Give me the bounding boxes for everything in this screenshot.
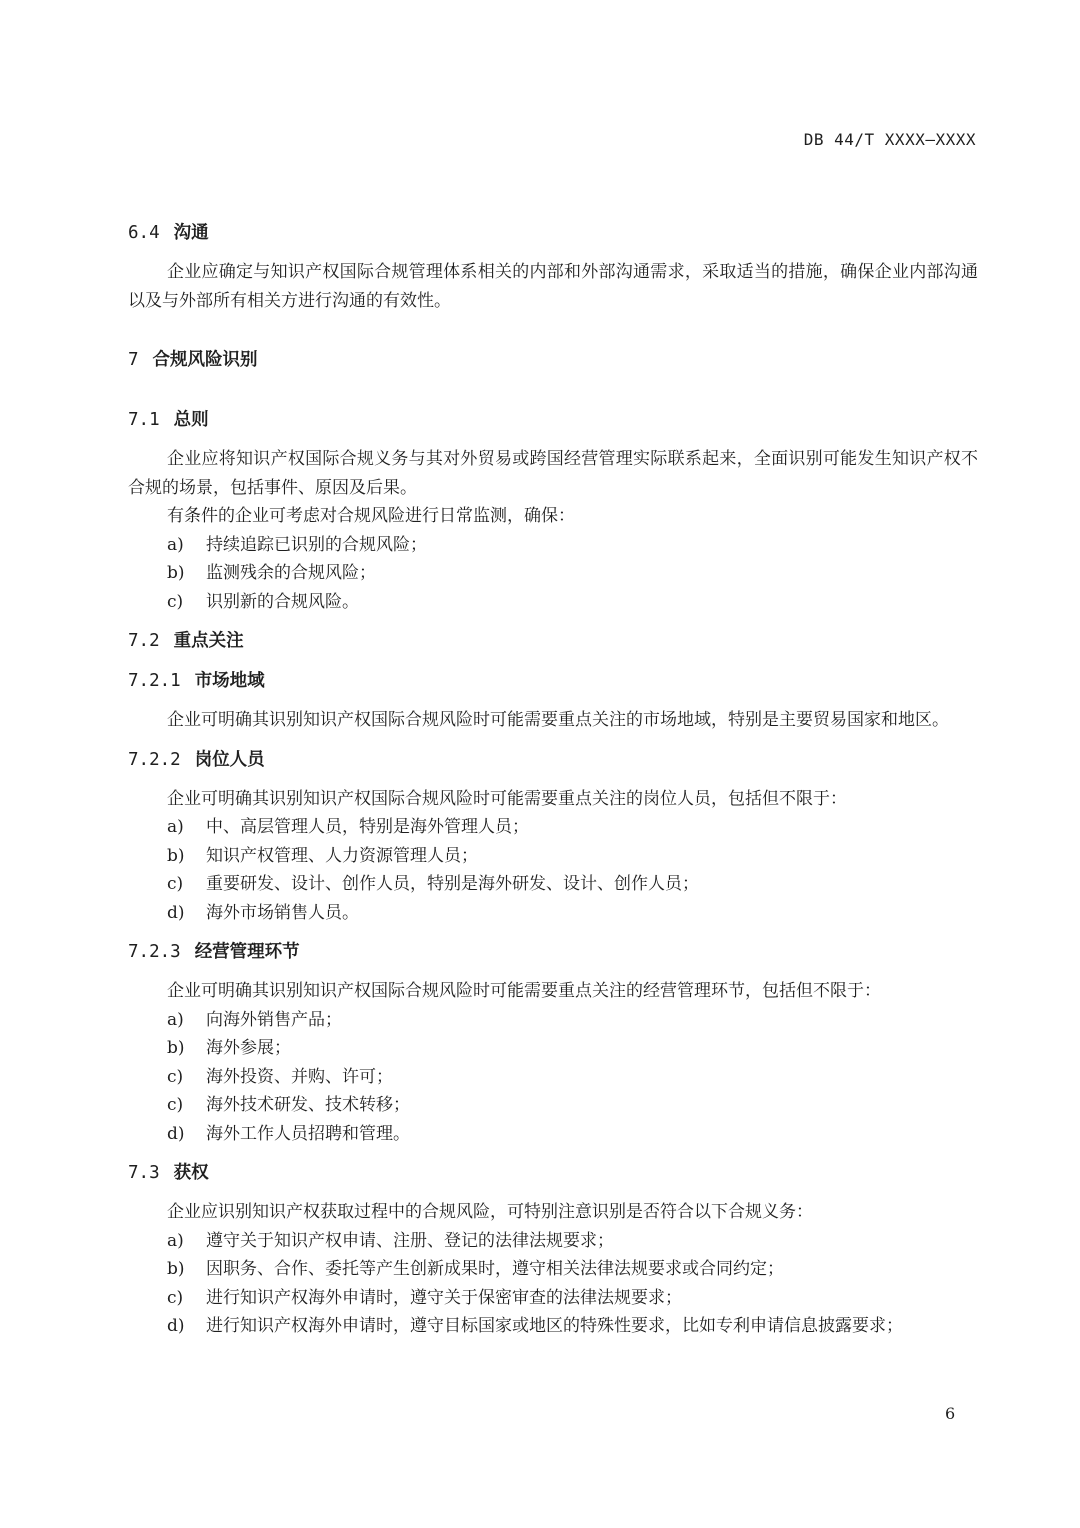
list-item — [128, 559, 978, 588]
list-text: 监测残余的合规风险； — [206, 563, 376, 583]
list-marker: b) — [167, 1259, 185, 1279]
list-item — [128, 1006, 978, 1035]
list-text: 海外市场销售人员。 — [206, 902, 359, 923]
section-number: 7.2.2 — [128, 749, 181, 770]
list-item — [128, 588, 978, 617]
list-text: 向海外销售产品； — [206, 1009, 342, 1030]
list-item — [128, 1312, 978, 1341]
section-heading-7-2-1 — [128, 666, 978, 696]
list-text: 海外工作人员招聘和管理。 — [206, 1123, 410, 1144]
paragraph: 企业应识别知识产权获取过程中的合规风险，可特别注意识别是否符合以下合规义务： — [167, 1202, 813, 1222]
section-title: 沟通 — [173, 223, 209, 243]
list-marker: c) — [167, 874, 184, 894]
list-text: 中、高层管理人员，特别是海外管理人员； — [206, 817, 529, 837]
list-text: 重要研发、设计、创作人员，特别是海外研发、设计、创作人员； — [206, 874, 699, 894]
section-title: 获权 — [173, 1163, 209, 1183]
list-text: 知识产权管理、人力资源管理人员； — [206, 845, 478, 866]
section-heading-7-2-3 — [128, 937, 978, 967]
list-text: 因职务、合作、委托等产生创新成果时，遵守相关法律法规要求或合同约定； — [206, 1259, 784, 1279]
list-item — [128, 531, 978, 560]
section-title: 经营管理环节 — [194, 942, 300, 962]
list-marker: c) — [167, 1066, 184, 1087]
list-item — [128, 842, 978, 871]
list-item — [128, 1227, 978, 1256]
list-marker: c) — [167, 1287, 184, 1308]
list-marker: a) — [167, 1230, 184, 1251]
list-item — [128, 1255, 978, 1284]
list-marker: d) — [167, 1123, 185, 1144]
list-marker: d) — [167, 902, 185, 923]
section-heading-7-1 — [128, 405, 978, 435]
section-title: 重点关注 — [173, 631, 244, 651]
list-marker: b) — [167, 1038, 185, 1058]
list-text: 海外投资、并购、许可； — [206, 1066, 393, 1087]
document-code: DB 44/T XXXX—XXXX — [803, 130, 976, 149]
section-heading-7-2 — [128, 626, 978, 656]
list-item — [128, 1120, 978, 1149]
list-item — [128, 1034, 978, 1063]
list-text: 进行知识产权海外申请时，遵守目标国家或地区的特殊性要求，比如专利申请信息披露要求； — [206, 1316, 903, 1336]
section-number: 7.2 — [128, 631, 160, 651]
list-item — [128, 1091, 978, 1120]
list-marker: a) — [167, 534, 184, 555]
list-marker: a) — [167, 1009, 184, 1030]
list-marker: d) — [167, 1316, 185, 1336]
section-heading-6-4 — [128, 218, 978, 248]
list-text: 进行知识产权海外申请时，遵守关于保密审查的法律法规要求； — [206, 1287, 682, 1308]
section-title: 市场地域 — [194, 671, 265, 691]
paragraph: 有条件的企业可考虑对合规风险进行日常监测，确保： — [167, 506, 575, 526]
list-item — [128, 870, 978, 899]
section-title: 岗位人员 — [194, 749, 265, 770]
list-marker: b) — [167, 845, 185, 866]
section-number: 7.2.1 — [128, 671, 181, 691]
paragraph: 企业应确定与知识产权国际合规管理体系相关的内部和外部沟通需求，采取适当的措施，确保企业内部沟通以及与外部所有相关方进行沟通的有效性。 — [128, 262, 978, 311]
document-body — [128, 218, 978, 1341]
list-item — [128, 899, 978, 928]
section-number: 6.4 — [128, 223, 160, 243]
section-heading-7-3 — [128, 1158, 978, 1188]
list-marker: c) — [167, 591, 184, 612]
list-text: 持续追踪已识别的合规风险； — [206, 534, 427, 555]
paragraph: 企业可明确其识别知识产权国际合规风险时可能需要重点关注的市场地域，特别是主要贸易国家和地区。 — [167, 710, 949, 730]
list-text: 识别新的合规风险。 — [206, 591, 359, 612]
paragraph: 企业应将知识产权国际合规义务与其对外贸易或跨国经营管理实际联系起来，全面识别可能发生知识产权不合规的场景，包括事件、原因及后果。 — [128, 449, 978, 498]
page-number: 6 — [945, 1404, 956, 1423]
section-heading-7 — [128, 345, 978, 375]
paragraph: 企业可明确其识别知识产权国际合规风险时可能需要重点关注的经营管理环节，包括但不限于： — [167, 981, 881, 1001]
list-item — [128, 1284, 978, 1313]
list-marker: b) — [167, 563, 185, 583]
list-item — [128, 1063, 978, 1092]
list-item — [128, 813, 978, 842]
list-text: 海外技术研发、技术转移； — [206, 1095, 410, 1115]
list-text: 遵守关于知识产权申请、注册、登记的法律法规要求； — [206, 1230, 614, 1251]
list-text: 海外参展； — [206, 1038, 291, 1058]
section-heading-7-2-2 — [128, 745, 978, 775]
list-marker: c) — [167, 1095, 184, 1115]
list-marker: a) — [167, 817, 184, 837]
section-title: 总则 — [173, 410, 209, 430]
section-number: 7.3 — [128, 1163, 160, 1183]
section-number: 7.2.3 — [128, 942, 181, 962]
section-number: 7 — [128, 350, 139, 370]
section-title: 合规风险识别 — [152, 350, 258, 370]
section-number: 7.1 — [128, 410, 160, 430]
paragraph: 企业可明确其识别知识产权国际合规风险时可能需要重点关注的岗位人员，包括但不限于： — [167, 788, 847, 809]
